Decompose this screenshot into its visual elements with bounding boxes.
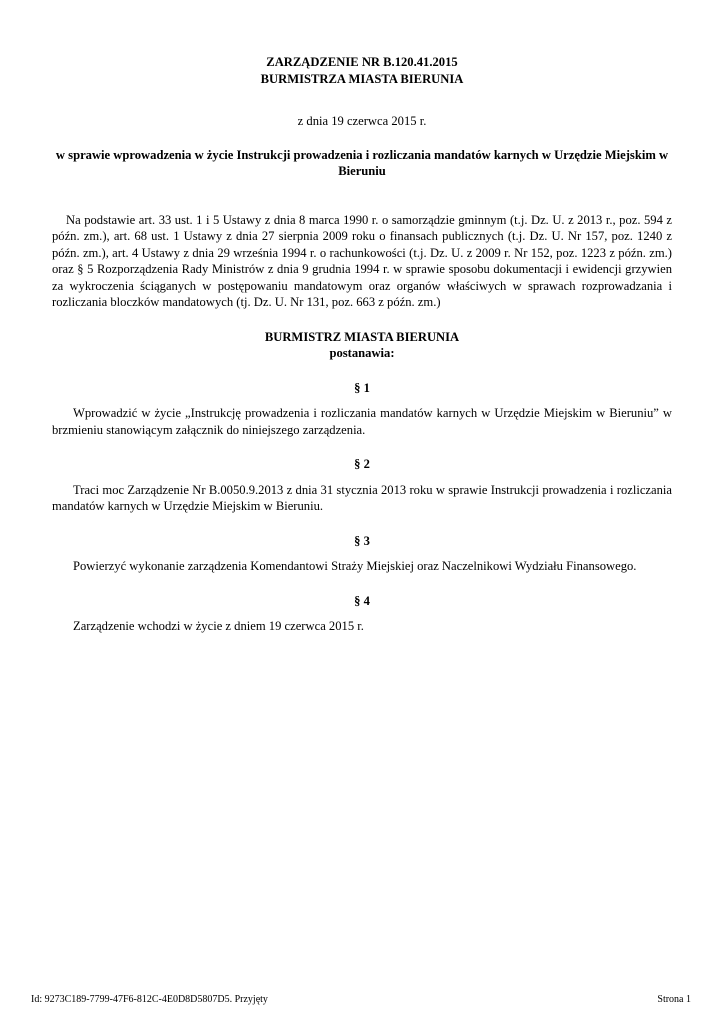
section-4 [52,593,672,635]
document-title [52,54,672,87]
document-date: z dnia 19 czerwca 2015 r. [297,114,427,128]
document-subject: w sprawie wprowadzenia w życie Instrukcji prowadzenia i rozliczania mandatów karnych w Urzędzie Miejskim w Bieruniu [55,147,669,178]
section-text: Wprowadzić w życie „Instrukcję prowadzenia i rozliczania mandatów karnych w Urzędzie Miejskim w Bieruniu” w brzmieniu stanowiącym załącznik do niniejszego zarządzenia. [52,406,672,437]
legal-basis-paragraph: Na podstawie art. 33 ust. 1 i 5 Ustawy z dnia 8 marca 1990 r. o samorządzie gminnym (t.j. Dz. U. z 2013 r., poz. 594 z późn. zm.), art. 68 ust. 1 Ustawy z dnia 27 sierpnia 2009 roku o finansach publicznych (t.j. Dz. U. Nr 157, poz. 1240 z późn. zm.), art. 4 Ustawy z dnia 29 września 1994 r. o rachunkowości (t.j. Dz. U. z 2009 r. Nr 152, poz. 1223 z późn. zm.) oraz § 5 Rozporządzenia Rady Ministrów z dnia 9 grudnia 1994 r. w sprawie sposobu dokumentacji i ewidencji grzywien za wykroczenia ściąganych w postępowaniu mandatowym oraz organów właściwych w sprawach rozprowadzania i rozliczania bloczków mandatowych (tj. Dz. U. Nr 131, poz. 663 z późn. zm.) [52,212,672,309]
title-line-issuer: BURMISTRZA MIASTA BIERUNIA [260,71,464,86]
authority-block [52,329,672,362]
section-text: Zarządzenie wchodzi w życie z dniem 19 czerwca 2015 r. [73,619,364,633]
footer-document-id: Id: 9273C189-7799-47F6-812C-4E0D8D5807D5. Przyjęty [31,994,268,1005]
section-sign: § 3 [354,533,370,548]
document-page [52,54,672,635]
section-3 [52,533,672,575]
section-1 [52,380,672,439]
section-text: Powierzyć wykonanie zarządzenia Komendantowi Straży Miejskiej oraz Naczelnikowi Wydziału Finansowego. [73,559,637,573]
authority-name: BURMISTRZ MIASTA BIERUNIA [264,329,460,344]
section-sign: § 1 [354,380,370,395]
section-sign: § 2 [354,457,370,471]
authority-decision: postanawia: [329,346,395,360]
footer-page-number: Strona 1 [657,994,691,1005]
section-2 [52,456,672,515]
section-text: Traci moc Zarządzenie Nr B.0050.9.2013 z dnia 31 stycznia 2013 roku w sprawie Instrukcji prowadzenia i rozliczania mandatów karnych w Urzędzie Miejskim w Bieruniu. [52,482,672,513]
section-sign: § 4 [354,593,370,608]
title-line-number: ZARZĄDZENIE NR B.120.41.2015 [266,55,458,69]
